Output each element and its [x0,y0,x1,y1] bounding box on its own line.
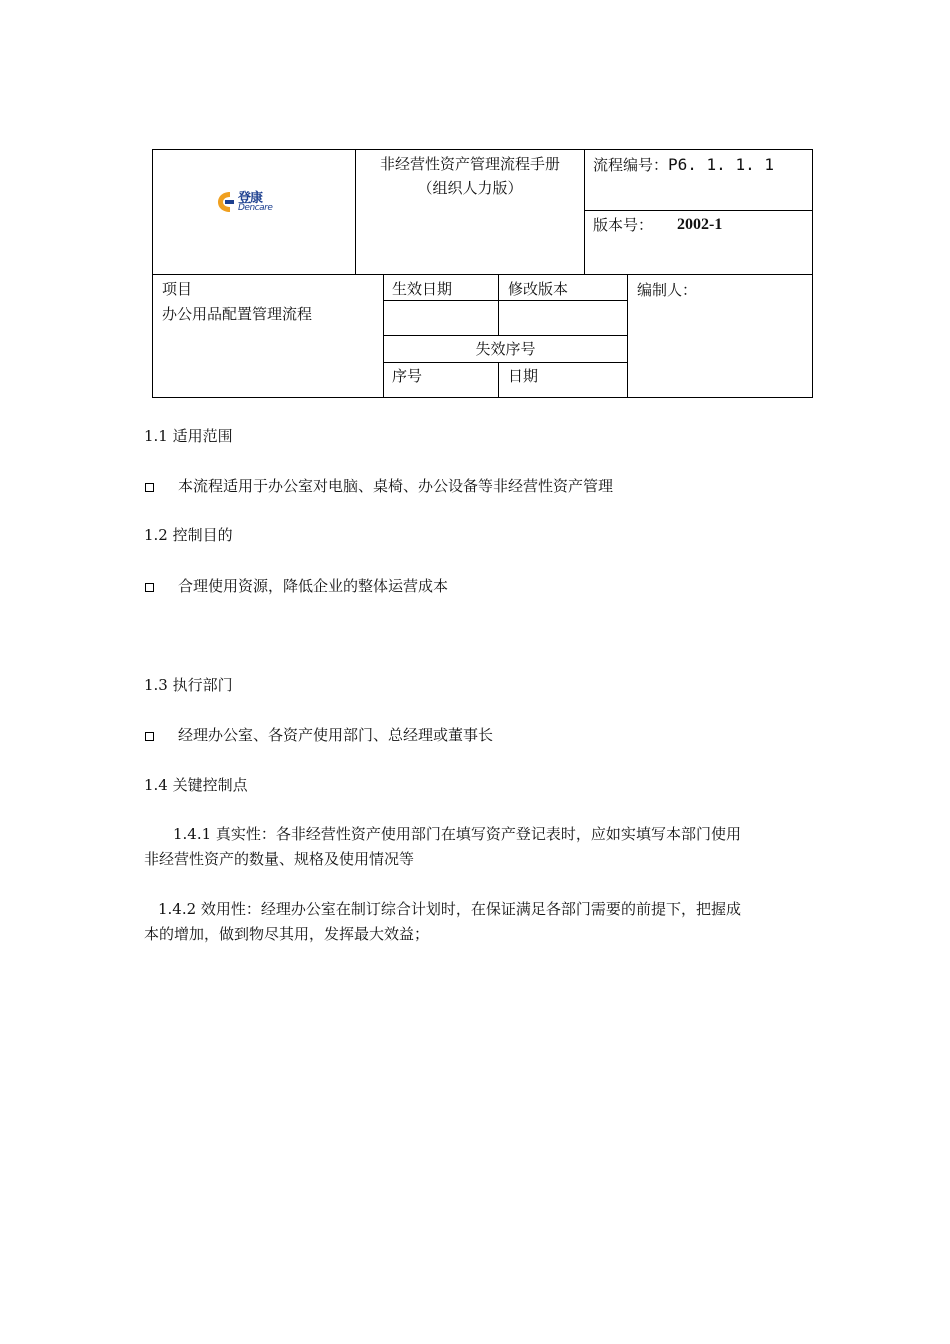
project-label: 项目 [162,280,193,298]
editor-label: 编制人： [637,281,698,299]
process-number-label: 流程编号： [593,156,669,174]
bullet-square-icon [145,732,154,741]
invalid-number-label: 失效序号 [475,340,536,358]
control-point-1-line-1: 1.4.1 真实性：各非经营性资产使用部门在填写资产登记表时，应如实填写本部门使用 [173,825,741,843]
revision-label: 修改版本 [508,280,569,298]
control-point-2-line-1: 1.4.2 效用性：经理办公室在制订综合计划时，在保证满足各部门需要的前提下，把握成 [158,900,741,918]
section-heading: 1.3 执行部门 [144,676,233,694]
section-item: 本流程适用于办公室对电脑、桌椅、办公设备等非经营性资产管理 [178,477,614,495]
process-number-value: P6. 1. 1. 1 [668,155,774,174]
section-heading: 1.2 控制目的 [144,526,233,544]
version-label: 版本号： [593,216,654,234]
effective-date-label: 生效日期 [392,280,453,298]
section-heading: 1.1 适用范围 [144,427,233,445]
version-value: 2002-1 [677,216,723,233]
section-item: 合理使用资源，降低企业的整体运营成本 [178,577,449,595]
manual-subtitle: （组织人力版） [417,179,523,197]
logo-chinese-text: 登康 [238,191,263,206]
control-point-1-line-2: 非经营性资产的数量、规格及使用情况等 [144,850,415,868]
dencare-logo [216,187,276,217]
dencare-logo-mark-icon [216,189,236,215]
bullet-square-icon [145,583,154,592]
date-label: 日期 [508,367,539,385]
bullet-square-icon [145,483,154,492]
control-point-2-line-2: 本的增加，做到物尽其用，发挥最大效益； [144,925,430,943]
manual-title: 非经营性资产管理流程手册 [379,155,560,173]
logo-english-text: Dencare [238,203,273,213]
section-heading: 1.4 关键控制点 [144,776,248,794]
section-item: 经理办公室、各资产使用部门、总经理或董事长 [178,726,494,744]
process-number [593,154,774,176]
project-name: 办公用品配置管理流程 [162,305,313,323]
serial-label: 序号 [392,367,423,385]
